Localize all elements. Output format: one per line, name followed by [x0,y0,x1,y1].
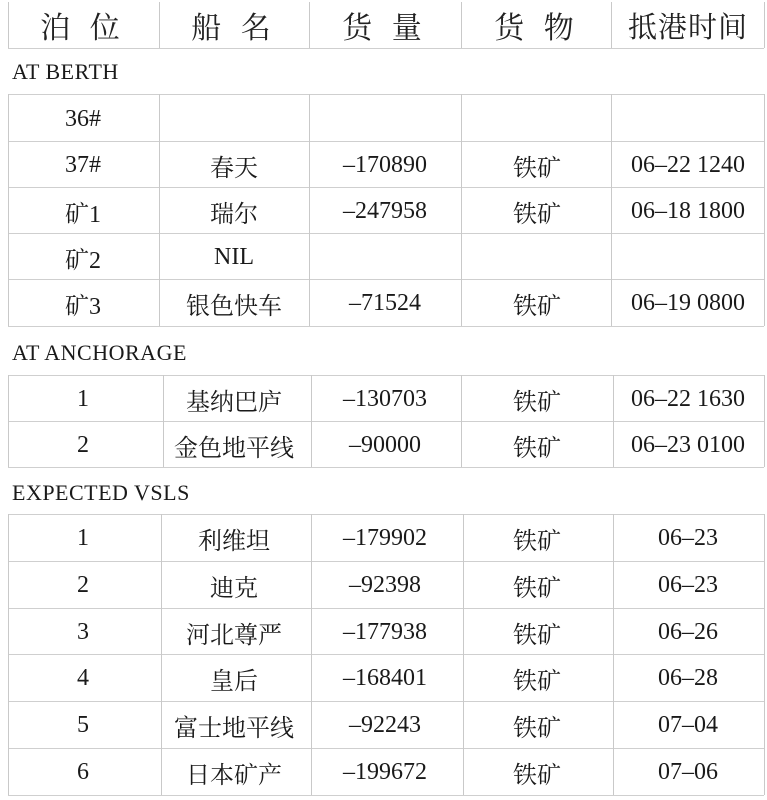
cell-vessel: NIL [214,243,254,270]
cell-quantity: –92398 [349,571,421,598]
cell-berth: 1 [77,524,89,551]
cell-vessel: 日本矿产 [186,762,282,789]
header-berth: 泊 位 [40,12,126,45]
cell-arrival [612,234,764,280]
cell-vessel: 迪克 [210,575,258,602]
cell-quantity: –71524 [349,289,421,316]
cell-vessel: 银色快车 [186,293,282,320]
cell-berth: 矿1 [65,201,101,228]
cell-berth: 2 [77,431,89,458]
grid-line [613,375,614,467]
grid-line [764,2,765,48]
header-cargo: 货 物 [494,12,580,45]
section-title-at-anchorage: AT ANCHORAGE [12,340,187,365]
grid-line [463,514,464,795]
cell-cargo: 铁矿 [513,622,561,649]
cell-quantity: –247958 [343,197,427,224]
cell-vessel: 基纳巴庐 [186,389,282,416]
table-row [0,562,767,608]
grid-line [8,94,764,95]
grid-line [8,654,764,655]
cell-vessel: 金色地平线 [174,435,294,462]
cell-berth: 矿2 [65,247,101,274]
cell-cargo: 铁矿 [513,668,561,695]
cell-quantity: –168401 [343,664,427,691]
grid-line [8,561,764,562]
cell-arrival: 06–18 1800 [631,197,745,224]
grid-line [764,514,765,795]
grid-line [8,701,764,702]
cell-arrival [612,96,764,142]
table-row [0,188,767,234]
cell-arrival: 07–06 [658,758,718,785]
grid-line [8,375,9,467]
grid-line [159,94,160,326]
table-row [0,142,767,188]
cell-berth: 5 [77,711,89,738]
grid-line [8,187,764,188]
table-row [0,376,767,422]
cell-arrival: 06–23 [658,524,718,551]
cell-quantity [310,234,460,280]
grid-line [461,2,462,48]
cell-quantity: –92243 [349,711,421,738]
table-row [0,96,767,142]
cell-cargo [462,234,612,280]
table-row [0,422,767,468]
cell-arrival: 06–22 1240 [631,151,745,178]
grid-line [8,48,764,49]
cell-cargo: 铁矿 [513,575,561,602]
grid-line [159,2,160,48]
grid-line [8,514,9,795]
table-row [0,515,767,561]
cell-vessel: 春天 [210,155,258,182]
cell-cargo: 铁矿 [513,293,561,320]
cell-berth: 36# [65,105,101,132]
cell-cargo: 铁矿 [513,389,561,416]
grid-line [8,94,9,326]
grid-line [613,514,614,795]
header-vessel: 船 名 [191,12,277,45]
cell-arrival: 07–04 [658,711,718,738]
grid-line [8,514,764,515]
cell-quantity: –170890 [343,151,427,178]
cell-cargo: 铁矿 [513,528,561,555]
grid-line [764,94,765,326]
cell-cargo: 铁矿 [513,715,561,742]
table-row [0,702,767,748]
cell-vessel [160,96,308,142]
cell-vessel: 富士地平线 [174,715,294,742]
grid-line [611,94,612,326]
section-title-expected-vessels: EXPECTED VSLS [12,480,190,505]
cell-vessel: 瑞尔 [210,201,258,228]
cell-berth: 37# [65,151,101,178]
grid-line [309,2,310,48]
table-row [0,609,767,655]
cell-quantity: –90000 [349,431,421,458]
cell-berth: 2 [77,571,89,598]
grid-line [8,795,764,796]
table-row [0,234,767,280]
cell-arrival: 06–28 [658,664,718,691]
grid-line [8,141,764,142]
table-row [0,655,767,701]
grid-line [8,2,9,48]
cell-quantity: –130703 [343,385,427,412]
header-quantity: 货 量 [342,12,428,45]
cell-arrival: 06–22 1630 [631,385,745,412]
header-arrival: 抵港时间 [627,11,748,44]
cell-vessel: 利维坦 [198,528,270,555]
cell-cargo: 铁矿 [513,201,561,228]
cell-quantity [310,96,460,142]
grid-line [8,467,764,468]
grid-line [461,375,462,467]
cell-cargo [462,96,612,142]
grid-line [764,375,765,467]
grid-line [8,326,764,327]
cell-berth: 3 [77,618,89,645]
cell-vessel: 河北尊严 [186,622,282,649]
cell-vessel: 皇后 [210,668,258,695]
cell-quantity: –177938 [343,618,427,645]
grid-line [8,279,764,280]
grid-line [161,514,162,795]
cell-berth: 4 [77,664,89,691]
cell-cargo: 铁矿 [513,762,561,789]
grid-line [8,748,764,749]
grid-line [611,2,612,48]
table-header [0,2,767,48]
cell-arrival: 06–19 0800 [631,289,745,316]
cell-cargo: 铁矿 [513,155,561,182]
cell-arrival: 06–26 [658,618,718,645]
section-title-at-berth: AT BERTH [12,59,119,84]
cell-quantity: –199672 [343,758,427,785]
grid-line [461,94,462,326]
grid-line [309,94,310,326]
grid-line [311,375,312,467]
grid-line [311,514,312,795]
grid-line [8,421,764,422]
grid-line [163,375,164,467]
cell-arrival: 06–23 0100 [631,431,745,458]
table-row [0,749,767,795]
grid-line [8,375,764,376]
cell-cargo: 铁矿 [513,435,561,462]
cell-arrival: 06–23 [658,571,718,598]
cell-berth: 1 [77,385,89,412]
table-row [0,280,767,326]
grid-line [8,608,764,609]
cell-berth: 6 [77,758,89,785]
cell-quantity: –179902 [343,524,427,551]
cell-berth: 矿3 [65,293,101,320]
grid-line [8,233,764,234]
